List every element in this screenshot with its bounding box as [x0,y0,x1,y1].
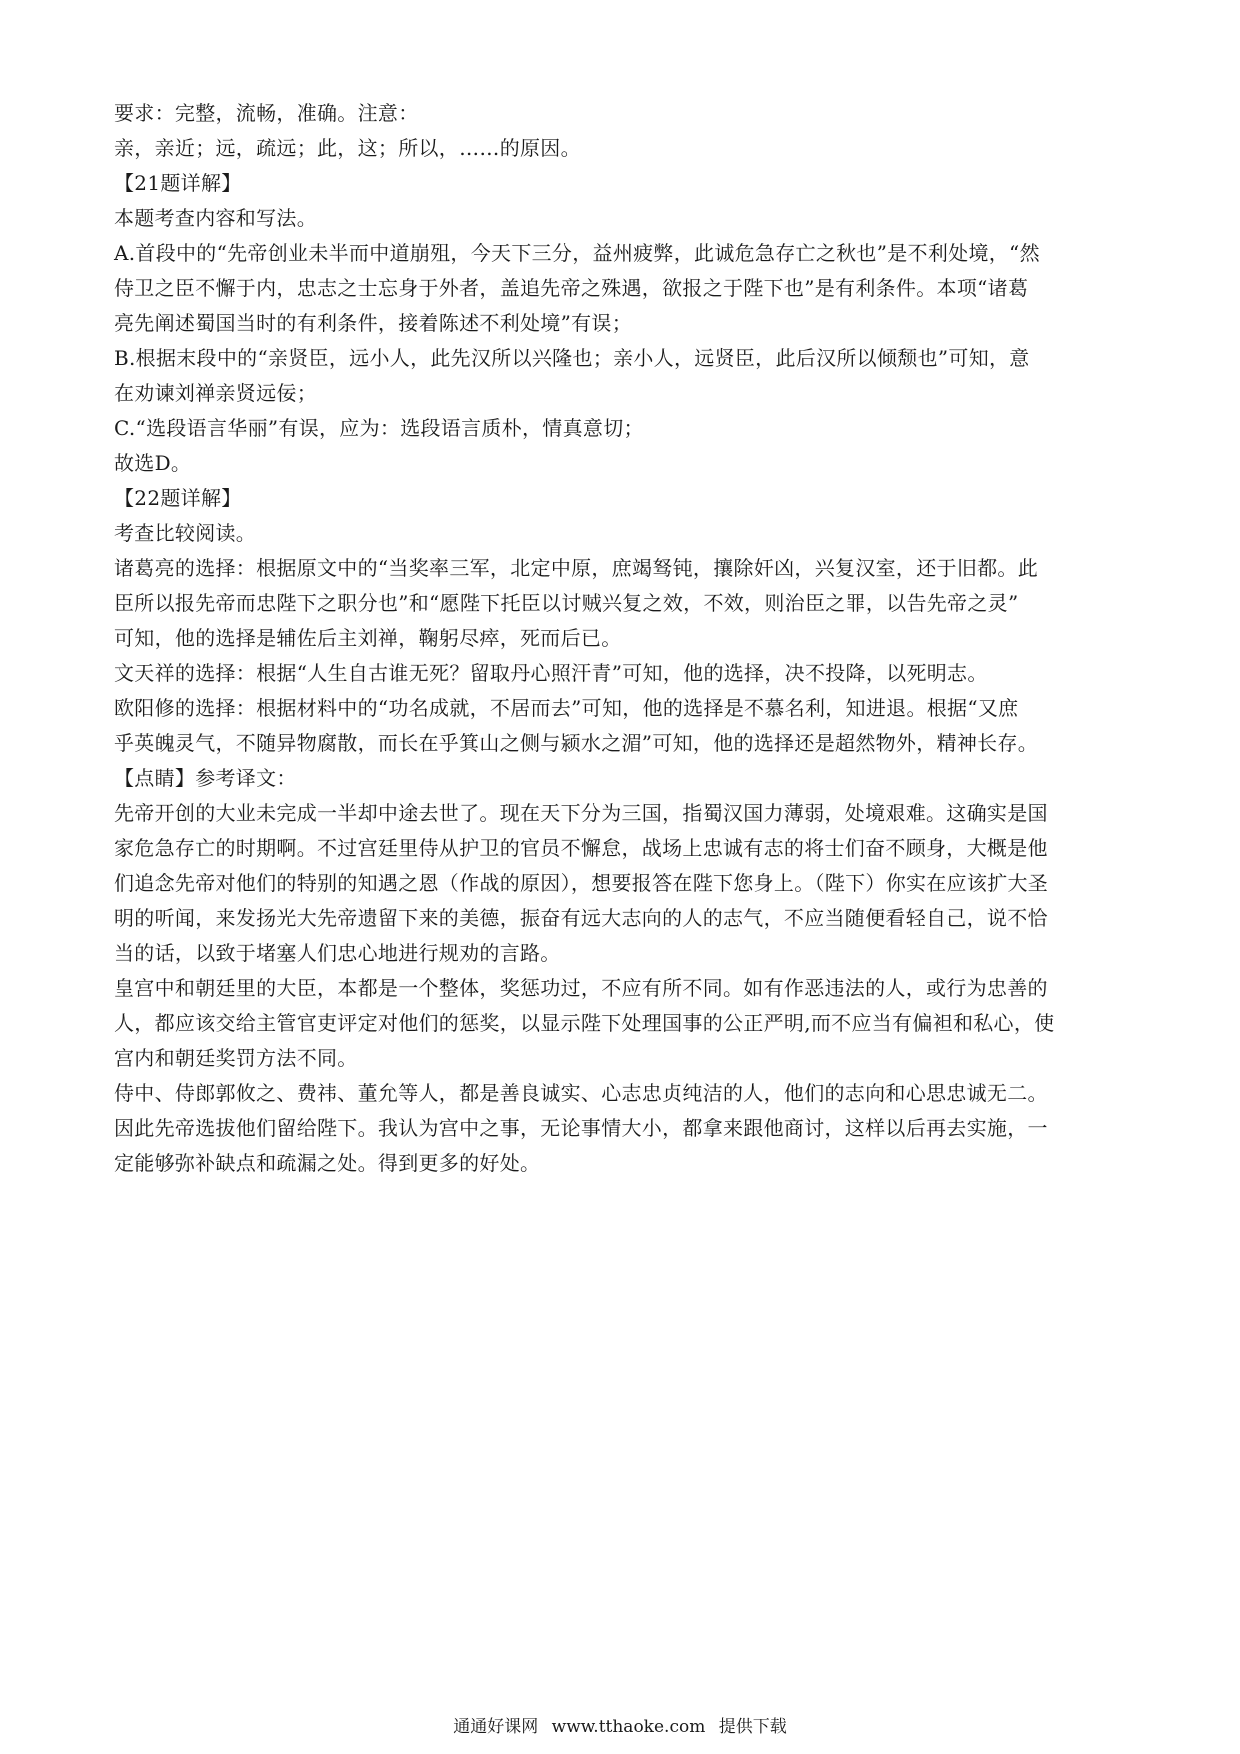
text-line-10: C.“选段语言华丽”有误，应为：选段语言质朴，情真意切； [114,416,644,440]
text-line-1: 要求：完整，流畅，准确。注意： [114,101,419,125]
text-line-5: A.首段中的“先帝创业未半而中道崩殂，今天下三分，益州疲弊，此诚危急存亡之秋也”是不利处境，“然 [114,241,1040,265]
footer-suffix: 提供下载 [718,1717,787,1737]
text-line-4: 本题考查内容和写法。 [114,206,317,230]
text-line-24: 明的听闻，来发扬光大先帝遗留下来的美德，振奋有远大志向的人的志气，不应当随便看轻自己，说不恰 [114,906,1048,930]
text-line-13: 考查比较阅读。 [114,521,257,545]
text-line-11: 故选D。 [114,451,192,475]
text-line-2: 亲，亲近；远，疏远；此，这；所以，……的原因。 [114,136,581,160]
text-line-21: 先帝开创的大业未完成一半却中途去世了。现在天下分为三国，指蜀汉国力薄弱，处境艰难。这确实是国 [114,801,1048,825]
text-line-14: 诸葛亮的选择：根据原文中的“当奖率三军，北定中原，庶竭驽钝，攘除奸凶，兴复汉室，还于旧都。此 [114,556,1039,580]
text-line-9: 在劝谏刘禅亲贤远佞； [114,381,317,405]
section-heading-dianjing: 【点睛】参考译文： [114,766,297,790]
text-line-16: 可知，他的选择是辅佐后主刘禅，鞠躬尽瘁，死而后已。 [114,626,622,650]
text-line-25: 当的话，以致于堵塞人们忠心地进行规劝的言路。 [114,941,561,965]
text-line-7: 亮先阐述蜀国当时的有利条件，接着陈述不利处境”有误； [114,311,633,335]
text-line-29: 侍中、侍郎郭攸之、费祎、董允等人，都是善良诚实、心志忠贞纯洁的人，他们的志向和心思忠诚无二。 [114,1081,1048,1105]
text-line-31: 定能够弥补缺点和疏漏之处。得到更多的好处。 [114,1151,541,1175]
section-heading-21: 【21题详解】 [114,171,242,195]
text-line-17: 文天祥的选择：根据“人生自古谁无死？留取丹心照汗青”可知，他的选择，决不投降，以死明志。 [114,661,988,685]
section-heading-22: 【22题详解】 [114,486,242,510]
footer-site-name: 通通好课网 [453,1717,539,1737]
text-line-6: 侍卫之臣不懈于内，忠志之士忘身于外者，盖追先帝之殊遇，欲报之于陛下也”是有利条件。本项“诸葛 [114,276,1029,300]
text-line-26: 皇宫中和朝廷里的大臣，本都是一个整体，奖惩功过，不应有所不同。如有作恶违法的人，或行为忠善的 [114,976,1048,1000]
text-line-18: 欧阳修的选择：根据材料中的“功名成就，不居而去”可知，他的选择是不慕名利，知进退。根据“又庶 [114,696,1019,720]
footer-url-link[interactable]: www.tthaoke.com [551,1717,706,1737]
text-line-22: 家危急存亡的时期啊。不过宫廷里侍从护卫的官员不懈怠，战场上忠诚有志的将士们奋不顾身，大概是他 [114,836,1048,860]
page-footer [0,1715,1240,1739]
text-line-28: 宫内和朝廷奖罚方法不同。 [114,1046,358,1070]
text-line-27: 人，都应该交给主管官吏评定对他们的惩奖，以显示陛下处理国事的公正严明,而不应当有偏袒和私心，使 [114,1011,1055,1035]
document-body [114,96,1136,1181]
text-line-15: 臣所以报先帝而忠陛下之职分也”和“愿陛下托臣以讨贼兴复之效，不效，则治臣之罪，以告先帝之灵” [114,591,1019,615]
text-line-8: B.根据末段中的“亲贤臣，远小人，此先汉所以兴隆也；亲小人，远贤臣，此后汉所以倾颓也”可知，意 [114,346,1030,370]
text-line-19: 乎英魄灵气，不随异物腐散，而长在乎箕山之侧与颍水之湄”可知，他的选择还是超然物外，精神长存。 [114,731,1039,755]
text-line-30: 因此先帝选拔他们留给陛下。我认为宫中之事，无论事情大小，都拿来跟他商讨，这样以后再去实施，一 [114,1116,1048,1140]
text-line-23: 们追念先帝对他们的特别的知遇之恩（作战的原因），想要报答在陛下您身上。（陛下）你实在应该扩大圣 [114,871,1049,895]
